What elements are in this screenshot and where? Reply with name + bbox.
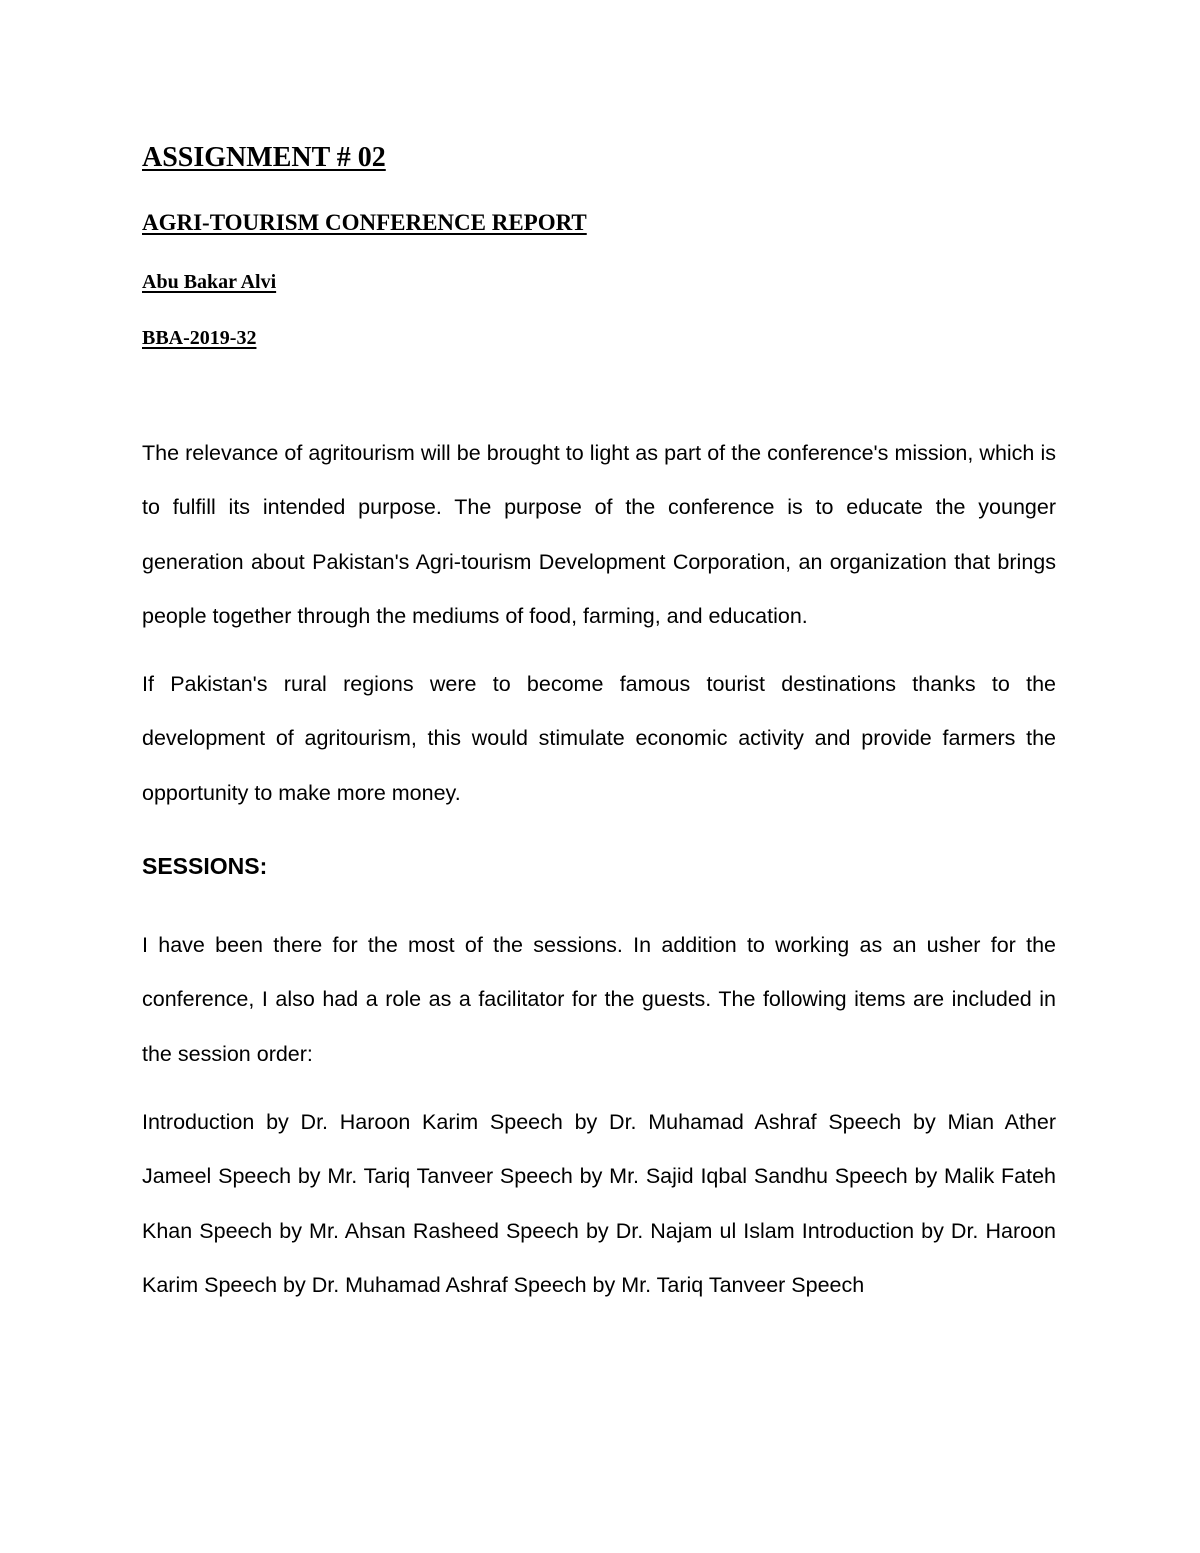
rural-paragraph: If Pakistan's rural regions were to become famous tourist destinations thanks to the development of agritourism, this would stimulate economic activity and provide farmers the opportunity to make more money.: [142, 672, 1056, 805]
session-order-paragraph: Introduction by Dr. Haroon Karim Speech by Dr. Muhamad Ashraf Speech by Mian Ather Jameel Speech by Mr. Tariq Tanveer Speech by Mr. Sajid Iqbal Sandhu Speech by Malik Fateh Khan Speech by Mr. Ahsan Rasheed Speech by Dr. Najam ul Islam Introduction by Dr. Haroon Karim Speech by Dr. Muhamad Ashraf Speech by Mr. Tariq Tanveer Speech: [142, 1109, 1056, 1297]
author-name: Abu Bakar Alvi: [142, 271, 277, 293]
sessions-heading: SESSIONS:: [142, 853, 268, 880]
document-body: [142, 138, 1056, 1312]
sessions-paragraph: I have been there for the most of the sessions. In addition to working as an usher for the conference, I also had a role as a facilitator for the guests. The following items are included in the session order:: [142, 933, 1056, 1066]
assignment-title: ASSIGNMENT # 02: [142, 142, 386, 173]
report-title: AGRI-TOURISM CONFERENCE REPORT: [142, 210, 587, 235]
student-id: BBA-2019-32: [142, 327, 257, 349]
intro-paragraph: The relevance of agritourism will be brought to light as part of the conference's mission, which is to fulfill its intended purpose. The purpose of the conference is to educate the younger generation about Pakistan's Agri-tourism Development Corporation, an organization that brings people together through the mediums of food, farming, and education.: [142, 441, 1056, 628]
